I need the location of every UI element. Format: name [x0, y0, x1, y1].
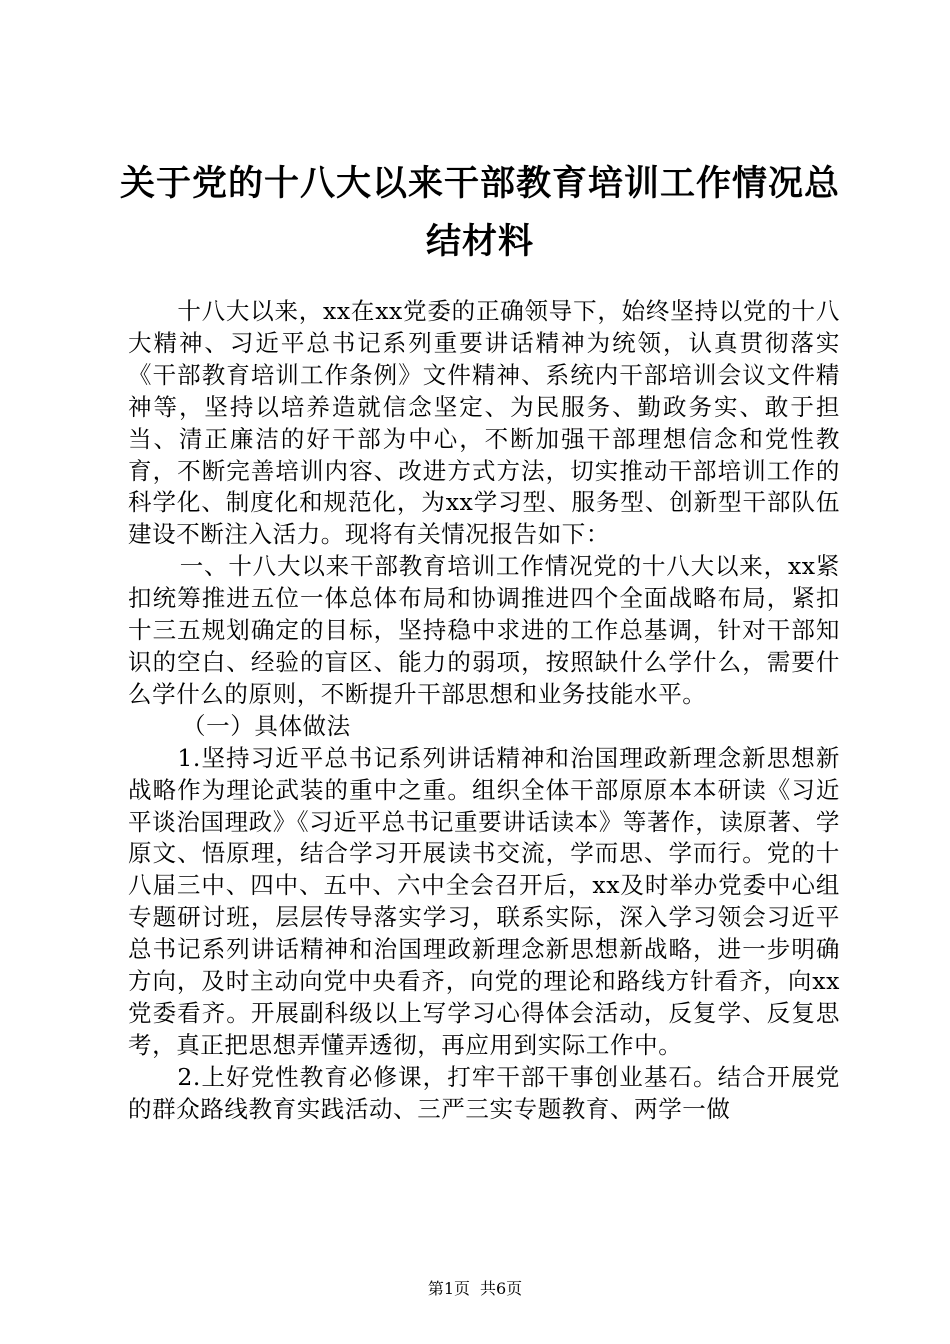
item-two-paragraph: 2.上好党性教育必修课，打牢干部干事创业基石。结合开展党的群众路线教育实践活动、三严三实专题教育、两学一做: [128, 1062, 840, 1123]
page-total: 共6页: [480, 1279, 523, 1298]
document-title-line-2: 结材料: [425, 222, 534, 262]
page-number: 第1页: [427, 1279, 470, 1298]
subsection-heading: （一）具体做法: [182, 711, 351, 740]
intro-paragraph: 十八大以来，xx在xx党委的正确领导下，始终坚持以党的十八大精神、习近平总书记系列重要讲话精神为统领，认真贯彻落实《干部教育培训工作条例》文件精神、系统内干部培训会议文件精神等，坚持以培养造就信念坚定、为民服务、勤政务实、敢于担当、清正廉洁的好干部为中心，不断加强干部理想信念和党性教育，不断完善培训内容、改进方式方法，切实推动干部培训工作的科学化、制度化和规范化，为xx学习型、服务型、创新型干部队伍建设不断注入活力。现将有关情况报告如下：: [128, 297, 840, 549]
item-one-paragraph: 1.坚持习近平总书记系列讲话精神和治国理政新理念新思想新战略作为理论武装的重中之重。组织全体干部原原本本研读《习近平谈治国理政》《习近平总书记重要讲话读本》等著作，读原著、学原文、悟原理，结合学习开展读书交流，学而思、学而行。党的十八届三中、四中、五中、六中全会召开后，xx及时举办党委中心组专题研讨班，层层传导落实学习，联系实际，深入学习领会习近平总书记系列讲话精神和治国理政新理念新思想新战略，进一步明确方向，及时主动向党中央看齐，向党的理论和路线方针看齐，向xx党委看齐。开展副科级以上写学习心得体会活动，反复学、反复思考，真正把思想弄懂弄透彻，再应用到实际工作中。: [128, 743, 840, 1059]
section-one-paragraph: 一、十八大以来干部教育培训工作情况党的十八大以来，xx紧扣统筹推进五位一体总体布局和协调推进四个全面战略布局，紧扣十三五规划确定的目标，坚持稳中求进的工作总基调，针对干部知识的空白、经验的盲区、能力的弱项，按照缺什么学什么，需要什么学什么的原则，不断提升干部思想和业务技能水平。: [128, 552, 840, 708]
page-footer: [0, 1276, 950, 1299]
document-body: [128, 296, 840, 1126]
document-title-line-1: 关于党的十八大以来干部教育培训工作情况总: [120, 164, 841, 204]
